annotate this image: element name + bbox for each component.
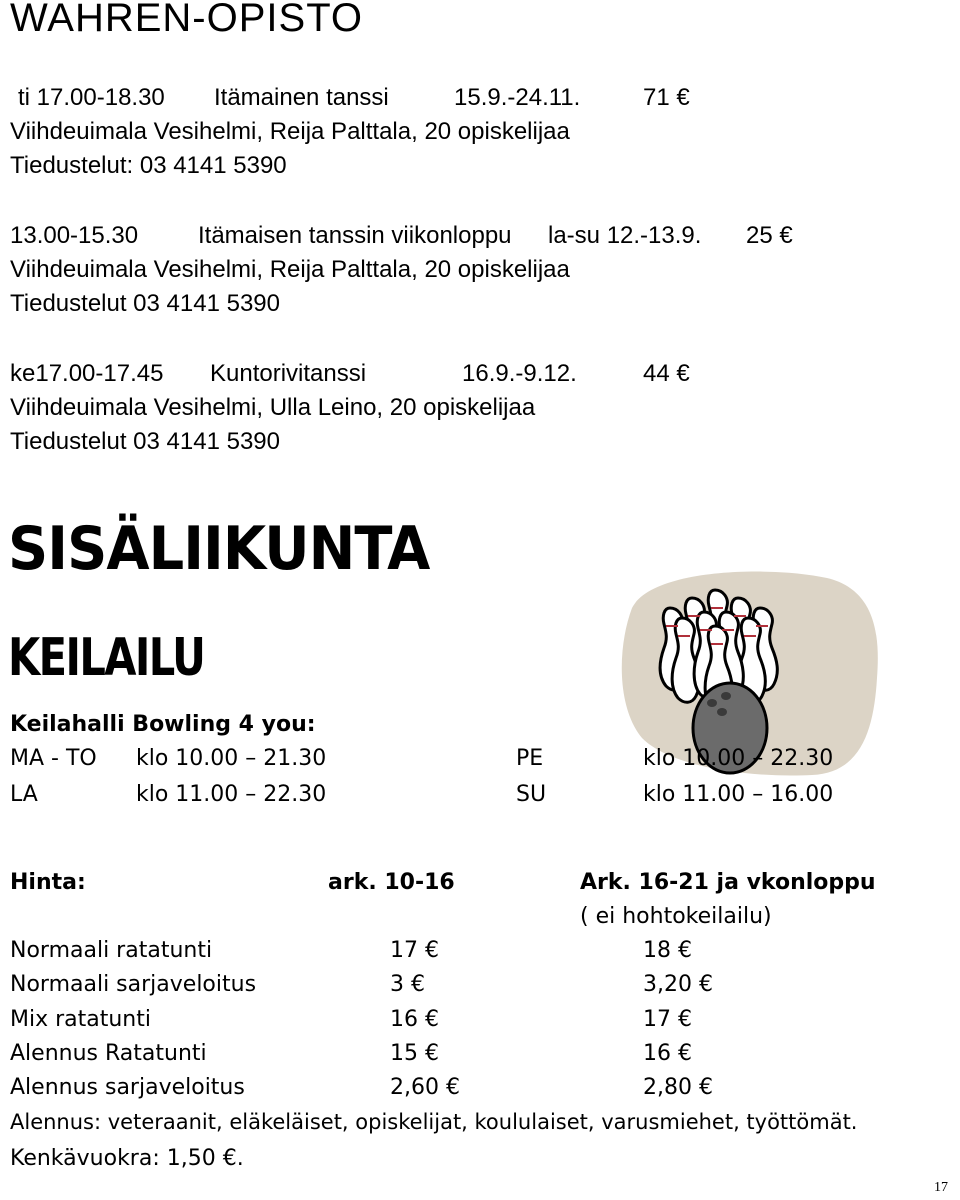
hours-time: klo 10.00 – 21.30 xyxy=(136,746,327,771)
hours-day: PE xyxy=(516,746,544,771)
course-3-info: Tiedustelut 03 4141 5390 xyxy=(10,428,280,455)
page-title: WAHREN-OPISTO xyxy=(10,0,364,40)
course-1-details: Viihdeuimala Vesihelmi, Reija Palttala, 20 opiskelijaa xyxy=(10,118,570,145)
course-2-name: Itämaisen tanssin viikonloppu xyxy=(198,222,512,249)
price-row-value: 15 € xyxy=(390,1041,439,1066)
course-1-dates: 15.9.-24.11. xyxy=(454,84,581,111)
shoe-rental: Kenkävuokra: 1,50 €. xyxy=(10,1146,244,1171)
price-row-label: Normaali sarjaveloitus xyxy=(10,972,257,997)
price-row-label: Mix ratatunti xyxy=(10,1007,151,1032)
price-row-value: 17 € xyxy=(390,938,439,963)
hours-day: SU xyxy=(516,782,547,807)
course-3-name: Kuntorivitanssi xyxy=(210,360,367,387)
price-row-value: 17 € xyxy=(643,1007,692,1032)
page-number: 17 xyxy=(934,1180,948,1195)
hours-time: klo 11.00 – 16.00 xyxy=(643,782,834,807)
price-row-label: Alennus sarjaveloitus xyxy=(10,1075,245,1100)
price-col1-header: ark. 10-16 xyxy=(328,870,455,895)
bowling-venue: Keilahalli Bowling 4 you: xyxy=(10,712,316,737)
course-3-price: 44 € xyxy=(643,360,690,387)
hours-day: LA xyxy=(10,782,38,807)
course-1-name: Itämainen tanssi xyxy=(214,84,389,111)
course-1-price: 71 € xyxy=(643,84,690,111)
price-row-value: 18 € xyxy=(643,938,692,963)
hours-time: klo 10.00 – 22.30 xyxy=(643,746,834,771)
price-row-value: 2,60 € xyxy=(390,1075,460,1100)
section-heading: SISÄLIIKUNTA xyxy=(8,514,430,584)
price-col2-header: Ark. 16-21 ja vkonloppu xyxy=(580,870,876,895)
course-2-price: 25 € xyxy=(746,222,793,249)
price-row-value: 16 € xyxy=(390,1007,439,1032)
course-2-time: 13.00-15.30 xyxy=(10,222,139,249)
course-3-time: ke17.00-17.45 xyxy=(10,360,164,387)
price-row-label: Alennus Ratatunti xyxy=(10,1041,207,1066)
course-3-details: Viihdeuimala Vesihelmi, Ulla Leino, 20 opiskelijaa xyxy=(10,394,536,421)
price-row-value: 2,80 € xyxy=(643,1075,713,1100)
hours-day: MA - TO xyxy=(10,746,97,771)
course-2-dates: la-su 12.-13.9. xyxy=(548,222,702,249)
course-2-info: Tiedustelut 03 4141 5390 xyxy=(10,290,280,317)
price-row-value: 16 € xyxy=(643,1041,692,1066)
course-1-info: Tiedustelut: 03 4141 5390 xyxy=(10,152,287,179)
price-row-value: 3 € xyxy=(390,972,425,997)
price-header-label: Hinta: xyxy=(10,870,86,895)
course-3-dates: 16.9.-9.12. xyxy=(462,360,577,387)
course-2-details: Viihdeuimala Vesihelmi, Reija Palttala, 20 opiskelijaa xyxy=(10,256,570,283)
price-col2-note: ( ei hohtokeilailu) xyxy=(580,904,772,929)
price-row-value: 3,20 € xyxy=(643,972,713,997)
price-row-label: Normaali ratatunti xyxy=(10,938,213,963)
course-1-time: ti 17.00-18.30 xyxy=(18,84,165,111)
discount-note: Alennus: veteraanit, eläkeläiset, opiskelijat, koululaiset, varusmiehet, työttömät. xyxy=(10,1110,858,1134)
section-subheading: KEILAILU xyxy=(8,628,205,688)
hours-time: klo 11.00 – 22.30 xyxy=(136,782,327,807)
